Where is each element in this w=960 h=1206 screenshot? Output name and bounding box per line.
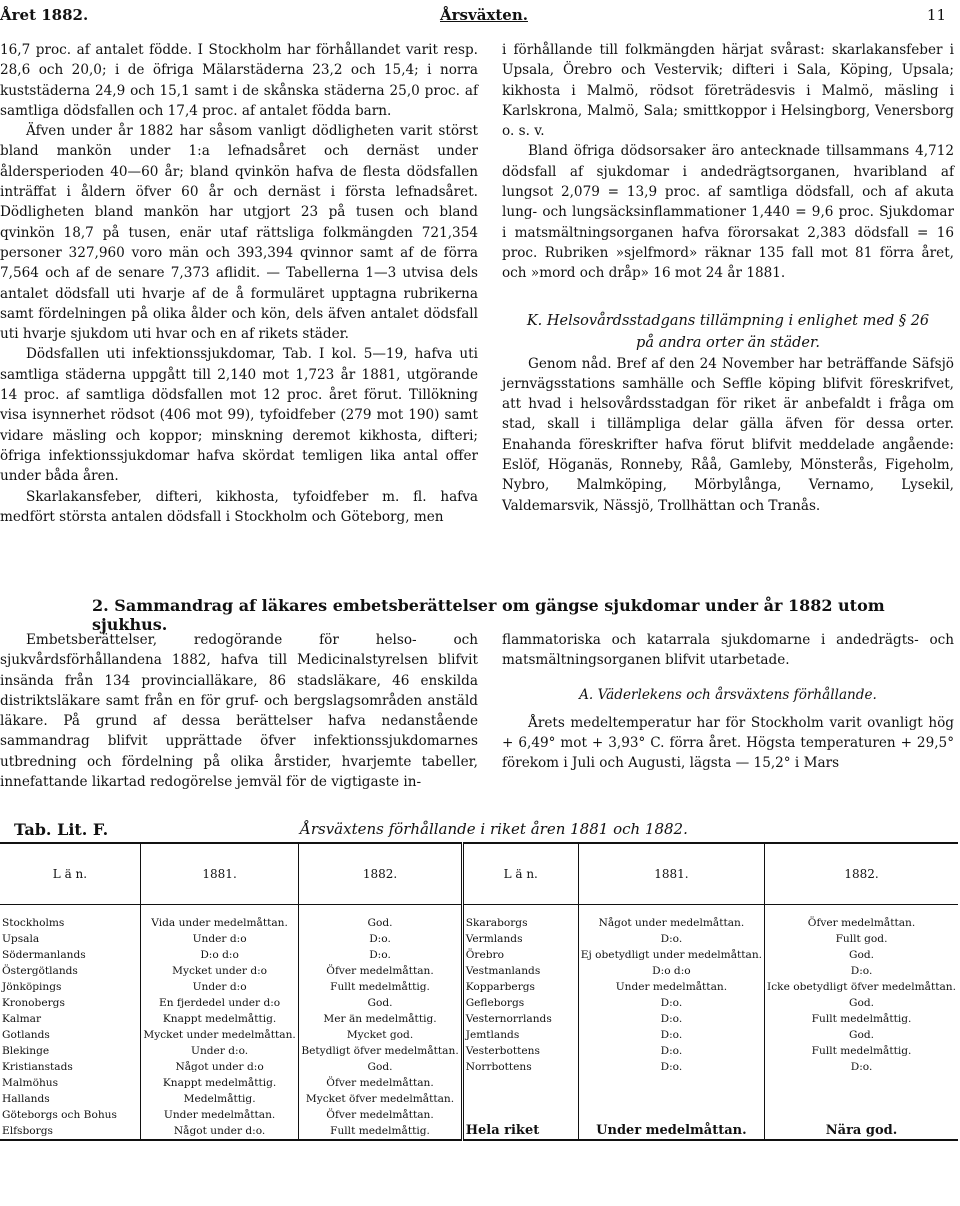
table-cell	[765, 905, 958, 916]
column-header: 1882.	[765, 843, 958, 905]
value-1882-cell: God.	[765, 947, 958, 963]
value-1881-cell	[578, 1107, 764, 1123]
column-header: L ä n.	[0, 843, 140, 905]
lan-name-cell: Malmöhus	[2, 1077, 59, 1089]
value-1882-cell: God.	[299, 1059, 462, 1075]
page-number: 11	[926, 6, 946, 24]
value-1881-cell: D:o d:o	[140, 947, 298, 963]
value-1882-cell: God.	[765, 1027, 958, 1043]
table-row	[0, 1027, 958, 1043]
value-1881-cell: Medelmåttig.	[140, 1091, 298, 1107]
value-1881-cell: Knappt medelmåttig.	[140, 1011, 298, 1027]
table-row	[0, 963, 958, 979]
table-row	[0, 1123, 958, 1140]
paragraph: Genom nåd. Bref af den 24 November har beträffande Säfsjö jernvägsstations samhälle och Seffle köping blifvit föreskrifvet, att hvad i helsovårdsstadgan för riket är anbefaldt i fråga om stad, skall i tillämpliga delar gälla äfven för dessa orter. Enahanda föreskrifter hafva förut blifvit meddelade angående: Eslöf, Höganäs, Ronneby, Råå, Gamleby, Mönsterås, Figeholm, Nybro, Malmköping, Mörbylånga, Vernamo, Lysekil, Valdemarsvik, Nässjö, Trollhättan och Tranås.	[502, 355, 954, 514]
value-1881-cell: Knappt medelmåttig.	[140, 1075, 298, 1091]
lan-name-cell: Upsala	[2, 933, 40, 945]
value-1882-cell: God.	[765, 995, 958, 1011]
lan-name-cell	[462, 1075, 578, 1091]
value-1882-cell: Fullt medelmåttig.	[765, 1043, 958, 1059]
value-1882-cell: God.	[299, 995, 462, 1011]
lan-name-cell: Göteborgs och Bohus	[2, 1109, 117, 1121]
value-1881-cell: Ej obetydligt under medelmåttan.	[578, 947, 764, 963]
value-1882-cell: D:o.	[765, 963, 958, 979]
value-1882-cell: Fullt medelmåttig.	[765, 1011, 958, 1027]
lan-name-cell	[462, 1107, 578, 1123]
table-row	[0, 1043, 958, 1059]
lan-name-cell: Hallands	[2, 1093, 50, 1105]
lan-name-cell: Elfsborgs	[0, 1123, 140, 1140]
table-cell	[578, 905, 764, 916]
right-column-2	[502, 630, 954, 774]
lan-name-cell: Södermanlands	[2, 949, 86, 961]
value-1882-cell: D:o.	[765, 1059, 958, 1075]
header-year: Året 1882.	[0, 6, 89, 24]
value-1881-cell: Något under d:o	[140, 1059, 298, 1075]
value-1881-cell: D:o.	[578, 931, 764, 947]
value-1881-cell: Under medelmåttan.	[140, 1107, 298, 1123]
value-1881-cell: Under medelmåttan.	[578, 979, 764, 995]
table-header-row	[0, 843, 958, 905]
table-cell	[0, 905, 140, 916]
lan-name-cell: Vestmanlands	[462, 963, 578, 979]
lan-name-cell: Örebro	[462, 947, 578, 963]
value-1882-cell: D:o.	[299, 931, 462, 947]
paragraph: Dödsfallen uti infektionssjukdomar, Tab. I kol. 5—19, hafva uti samtliga städerna uppgått till 2,140 mot 1,723 år 1881, utgörande 14 proc. af samtliga dödsfallen mot 12 proc. året förut. Tillökning visa isynnerhet rödsot (406 mot 99), tyfoidfeber (279 mot 190) samt vidare mäsling och koppor; minskning deremot kikhosta, difteri; öfriga infektionssjukdomar hafva skördat temligen lika antal offer under båda åren.	[0, 346, 478, 485]
value-1881-cell: Något under medelmåttan.	[578, 915, 764, 931]
table-row	[0, 1107, 958, 1123]
value-1882-cell: Icke obetydligt öfver medelmåttan.	[765, 979, 958, 995]
lan-name-cell: Stockholms	[2, 917, 65, 929]
table-caption: Årsväxtens förhållande i riket åren 1881 och 1882.	[300, 820, 688, 838]
value-1882-cell: Fullt medelmåttig.	[299, 1123, 462, 1140]
lan-name-cell: Kopparbergs	[462, 979, 578, 995]
value-1882-cell: Öfver medelmåttan.	[765, 915, 958, 931]
value-1882-cell: Betydligt öfver medelmåttan.	[299, 1043, 462, 1059]
left-column-2	[0, 630, 478, 792]
table-row	[0, 947, 958, 963]
table-row	[0, 979, 958, 995]
paragraph: Embetsberättelser, redogörande för helso- och sjukvårdsförhållandena 1882, hafva till Medicinalstyrelsen blifvit insända från 134 provincialläkare, 86 stadsläkare, 46 enskilda distriktsläkare samt från en för gruf- och bergslagsområden anstäld läkare. På grund af dessa berättelser hafva nedanstående sammandrag blifvit upprättade öfver infektionssjukdomarnes utbredning och fördelning på olika årstider, hvarjemte tabeller, innefattande likartad redogörelse jemväl för de vigtigaste in-	[0, 632, 478, 791]
section-k-heading	[502, 310, 954, 354]
value-1881-cell	[578, 1091, 764, 1107]
paragraph: Äfven under år 1882 har såsom vanligt dödligheten varit störst bland mankön under 1:a lefnadsåret och dernäst under åldersperioden 40—60 år; bland qvinkön hafva de flesta dödsfallen inträffat i åldern öfver 60 år och dernäst i första lefnadsåret. Dödligheten bland mankön har utgjort 23 på tusen och bland qvinkön 18,7 på tusen, enär utaf rättsliga folkmängden 721,354 personer 327,960 voro män och 393,394 qvinnor samt af de förra 7,564 och af de senare 7,373 aflidit. — Tabellerna 1—3 utvisa dels antalet dödsfall uti hvarje af de å formuläret upptagna rubrikerna samt fördelningen på olika ålder och kön, dels äfven antalet dödsfall uti hvarje sjukdom uti hvar och en af rikets städer.	[0, 123, 478, 343]
section-2-title: 2. Sammandrag af läkares embetsberättelser om gängse sjukdomar under år 1882 utom sjukhus.	[92, 596, 885, 634]
lan-name-cell: Blekinge	[2, 1045, 50, 1057]
table-row	[0, 1075, 958, 1091]
value-1882-cell: D:o.	[299, 947, 462, 963]
value-1882-cell: Mycket öfver medelmåttan.	[299, 1091, 462, 1107]
lan-name-cell: Jönköpings	[2, 981, 62, 993]
value-1882-cell: Öfver medelmåttan.	[299, 963, 462, 979]
lan-name-cell: Kronobergs	[2, 997, 65, 1009]
column-header: L ä n.	[462, 843, 578, 905]
value-1882-cell: Fullt medelmåttig.	[299, 979, 462, 995]
section-a-title: A. Väderlekens och årsväxtens förhållande.	[579, 686, 877, 703]
value-1881-cell: Mycket under d:o	[140, 963, 298, 979]
running-header	[0, 6, 960, 26]
lan-name-cell	[462, 1091, 578, 1107]
value-1881-cell: D:o.	[578, 1059, 764, 1075]
paragraph: Årets medeltemperatur har för Stockholm varit ovanligt hög + 6,49° mot + 3,93° C. förra året. Högsta temperaturen + 29,5° förekom i Juli och Augusti, lägsta — 15,2° i Mars	[502, 714, 954, 772]
value-1881-cell: Vida under medelmåttan.	[140, 915, 298, 931]
value-1882-cell	[765, 1091, 958, 1107]
table-spacer-row	[0, 905, 958, 916]
table-label: Tab. Lit. F.	[14, 820, 109, 839]
lan-name-cell: Jemtlands	[462, 1027, 578, 1043]
table-cell	[299, 905, 462, 916]
column-header: 1881.	[578, 843, 764, 905]
section-k-title: K. Helsovårdsstadgans tillämpning i enlighet med § 26	[526, 312, 930, 329]
value-1881-cell: D:o.	[578, 1027, 764, 1043]
column-header: 1881.	[140, 843, 298, 905]
paragraph: 16,7 proc. af antalet födde. I Stockholm har förhållandet varit resp. 28,6 och 20,0; i de öfriga Mälarstäderna 23,2 och 15,4; i norra kuststäderna 24,9 och 15,1 samt i de skånska städerna 25,0 proc. af samtliga dödsfallen och 17,4 proc. af antalet födda barn.	[0, 42, 478, 119]
value-1881-cell: D:o.	[578, 1011, 764, 1027]
crop-table	[0, 842, 958, 1141]
value-1881-cell: Under d:o.	[140, 1043, 298, 1059]
table-row	[0, 931, 958, 947]
lan-name-cell: Vermlands	[462, 931, 578, 947]
lan-name-cell: Skaraborgs	[462, 915, 578, 931]
value-1881-cell: D:o d:o	[578, 963, 764, 979]
table-row	[0, 995, 958, 1011]
value-1882-cell: Öfver medelmåttan.	[299, 1075, 462, 1091]
value-1882-cell: Öfver medelmåttan.	[299, 1107, 462, 1123]
right-column	[502, 40, 954, 516]
value-1881-cell: Under medelmåttan.	[578, 1123, 764, 1140]
value-1881-cell: Under d:o	[140, 979, 298, 995]
lan-name-cell: Gefleborgs	[462, 995, 578, 1011]
paragraph: i förhållande till folkmängden härjat svårast: skarlakansfeber i Upsala, Örebro och Vestervik; difteri i Sala, Köping, Upsala; kikhosta i Malmö, rödsot företrädesvis i Malmö, mäsling i Karlskrona, Malmö, Sala; smittkoppor i Helsingborg, Venersborg o. s. v.	[502, 42, 954, 140]
table-row	[0, 1011, 958, 1027]
section-k-subtitle: på andra orter än städer.	[636, 334, 820, 351]
table-cell	[140, 905, 298, 916]
value-1881-cell: En fjerdedel under d:o	[140, 995, 298, 1011]
value-1881-cell: D:o.	[578, 995, 764, 1011]
lan-name-cell: Kristianstads	[2, 1061, 73, 1073]
paragraph: Skarlakansfeber, difteri, kikhosta, tyfoidfeber m. fl. hafva medfört största antalen dödsfall i Stockholm och Göteborg, men	[0, 488, 478, 525]
value-1882-cell	[765, 1107, 958, 1123]
value-1881-cell	[578, 1075, 764, 1091]
value-1881-cell: Något under d:o.	[140, 1123, 298, 1140]
table-row	[0, 915, 958, 931]
value-1882-cell: God.	[299, 915, 462, 931]
value-1882-cell	[765, 1075, 958, 1091]
value-1882-cell: Mycket god.	[299, 1027, 462, 1043]
value-1881-cell: D:o.	[578, 1043, 764, 1059]
table-row	[0, 1059, 958, 1075]
value-1882-cell: Mer än medelmåttig.	[299, 1011, 462, 1027]
lan-name-cell: Kalmar	[2, 1013, 42, 1025]
value-1881-cell: Under d:o	[140, 931, 298, 947]
value-1881-cell: Mycket under medelmåttan.	[140, 1027, 298, 1043]
paragraph: flammatoriska och katarrala sjukdomarne i andedrägts- och matsmältningsorganen blifvit utarbetade.	[502, 632, 954, 669]
value-1882-cell: Nära god.	[765, 1123, 958, 1140]
lan-name-cell: Vesterbottens	[462, 1043, 578, 1059]
lan-name-cell: Norrbottens	[462, 1059, 578, 1075]
column-header: 1882.	[299, 843, 462, 905]
lan-name-cell: Gotlands	[2, 1029, 50, 1041]
lan-name-cell: Hela riket	[462, 1123, 578, 1140]
lan-name-cell: Östergötlands	[2, 965, 78, 977]
header-title: Årsväxten.	[440, 6, 528, 24]
value-1882-cell: Fullt god.	[765, 931, 958, 947]
table-cell	[462, 905, 578, 916]
left-column	[0, 40, 478, 527]
table-row	[0, 1091, 958, 1107]
paragraph: Bland öfriga dödsorsaker äro antecknade tillsammans 4,712 dödsfall af sjukdomar i andedrägtsorganen, hvaribland af lungsot 2,079 = 13,9 proc. af samtliga dödsfall, och af akuta lung- och lungsäcksinflammationer 1,440 = 9,6 proc. Sjukdomar i matsmältningsorganen hafva förorsakat 2,383 dödsfall = 16 proc. Rubriken »sjelfmord» räknar 135 fall mot 81 förra året, och »mord och dråp» 16 mot 24 år 1881.	[502, 143, 954, 282]
lan-name-cell: Vesternorrlands	[462, 1011, 578, 1027]
